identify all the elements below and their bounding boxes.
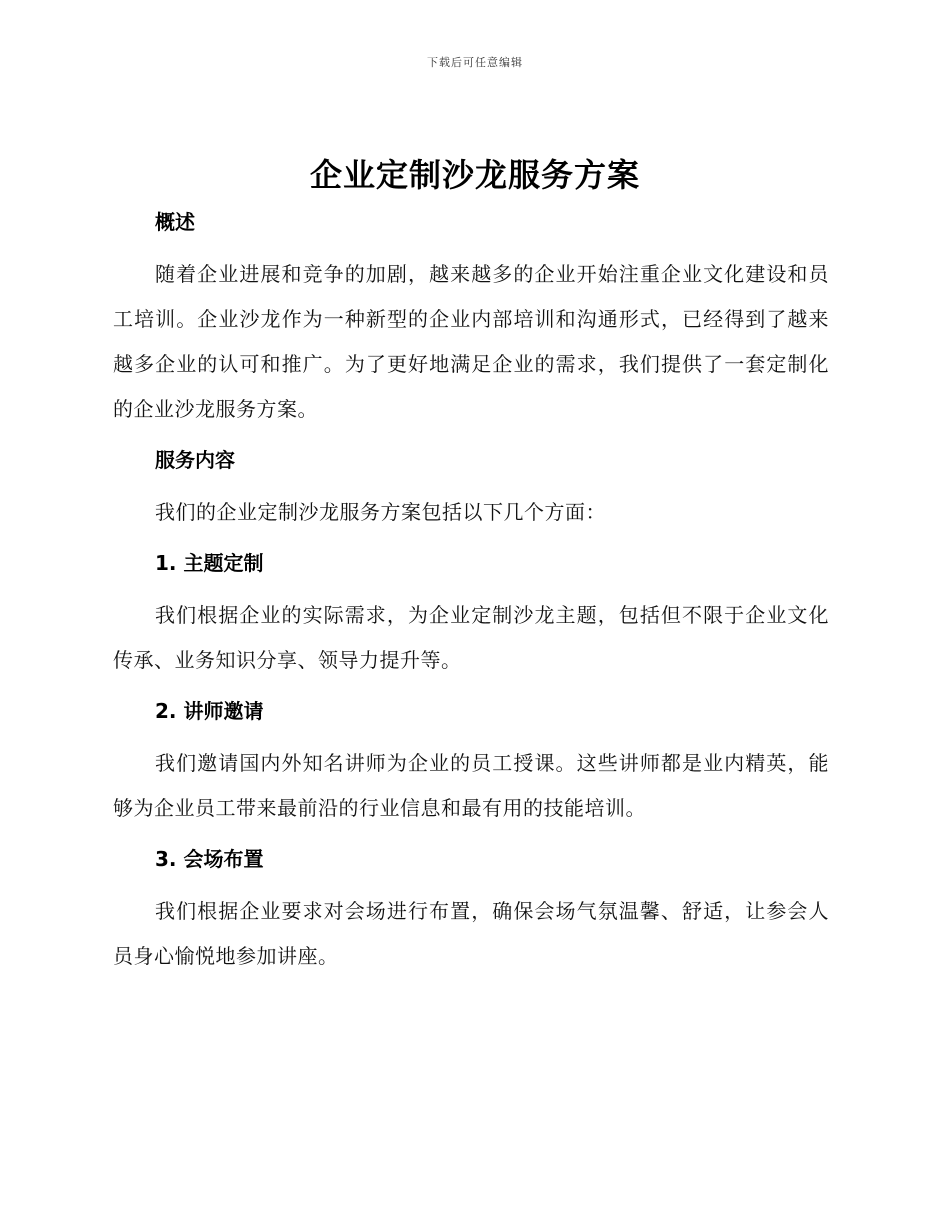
section-heading-services: 服务内容 (155, 448, 235, 472)
section-heading-speakers: 2. 讲师邀请 (155, 699, 264, 723)
section-paragraph-overview: 随着企业进展和竞争的加剧，越来越多的企业开始注重企业文化建设和员工培训。企业沙龙作为一种新型的企业内部培训和沟通形式，已经得到了越来越多企业的认可和推广。为了更好地满足企业的需求，我们提供了一套定制化的企业沙龙服务方案。 (113, 262, 829, 421)
document-body (113, 206, 829, 979)
section-paragraph-venue: 我们根据企业要求对会场进行布置，确保会场气氛温馨、舒适，让参会人员身心愉悦地参加讲座。 (113, 899, 829, 968)
document-title: 企业定制沙龙服务方案 (309, 156, 640, 194)
section-paragraph-theme: 我们根据企业的实际需求，为企业定制沙龙主题，包括但不限于企业文化传承、业务知识分享、领导力提升等。 (113, 603, 829, 672)
section-heading-venue: 3. 会场布置 (155, 847, 264, 871)
section-paragraph-services: 我们的企业定制沙龙服务方案包括以下几个方面： (155, 500, 606, 524)
section-paragraph-speakers: 我们邀请国内外知名讲师为企业的员工授课。这些讲师都是业内精英，能够为企业员工带来最前沿的行业信息和最有用的技能培训。 (113, 751, 829, 820)
section-heading-theme: 1. 主题定制 (155, 551, 264, 575)
page-header-note: 下载后可任意编辑 (427, 56, 523, 69)
section-heading-overview: 概述 (155, 210, 195, 234)
